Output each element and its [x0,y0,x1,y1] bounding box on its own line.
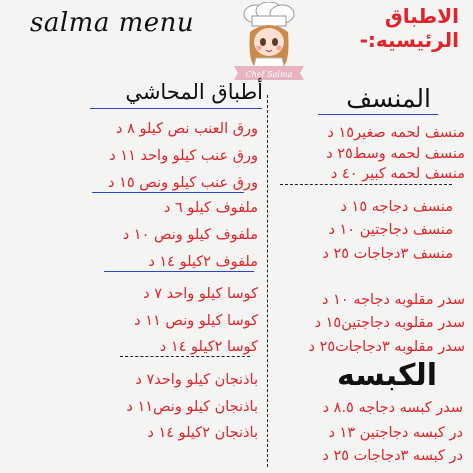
list-item: ملفوف ٢كيلو ١٤ د [148,254,258,270]
left-section-heading: أطباق المحاشي [125,80,263,104]
list-item: ورق العنب نص كيلو ٨ د [116,121,258,137]
list-item: باذنجان ٢كيلو ١٤ د [147,425,258,441]
list-item: منسف ٣دجاجات ٢٥ د [322,246,453,262]
underline [120,356,250,357]
list-item: باذنجان كيلو واحد٧ د [135,372,258,388]
underline [104,271,254,272]
list-item: سدر مقلوبه دجاجتين١٥ د [314,315,465,331]
underline [280,184,452,185]
underline [318,114,438,115]
main-dishes-heading: الاطباق الرئيسيه:- [359,4,459,52]
list-item: در كبسه دجاجتين ١٣ د [328,425,463,441]
list-item: سدر كبسه دجاجه ٨.٥ د [322,400,463,416]
underline [92,192,244,193]
kabsa-section-heading: الكبسه [337,358,437,393]
list-item: باذنجان كيلو ونص١١ د [126,399,258,415]
underline [90,108,262,109]
menu-title: salma menu [30,8,195,38]
list-item: كوسا كيلو واحد ٧ د [143,286,258,302]
logo-text: Chef Salma [245,70,293,79]
list-item: منسف لحمه صغير١٥ د [327,125,465,141]
list-item: كوسا كيلو ونص ١١ د [134,313,258,329]
right-section-heading: المنسف [346,84,431,113]
list-item: منسف دجاجتين ١٠ د [328,222,453,238]
list-item: منسف لحمه وسط٢٥ د [326,146,465,162]
list-item: كوسا ٢كيلو ١٤ د [159,339,258,355]
list-item: ورق عنب كيلو واحد ١١ د [109,148,258,164]
list-item: ملفوف كيلو ٦ د [163,200,258,216]
list-item: ورق عنب كيلو ونص ١٥ د [108,175,258,191]
list-item: سدر مقلوبه ٣دجاجات٢٥ د [308,339,465,355]
list-item: در كبسه ٣دجاجات ٢٥ د [322,448,463,464]
column-divider [267,95,268,467]
list-item: ملفوف كيلو ونص ١٠ د [122,227,258,243]
chef-salma-logo [226,2,312,82]
list-item: منسف دجاجه ١٥ د [340,199,453,215]
list-item: منسف لحمه كبير ٤٠ د [330,166,465,182]
list-item: سدر مقلوبه دجاجه ١٠ د [321,292,465,308]
